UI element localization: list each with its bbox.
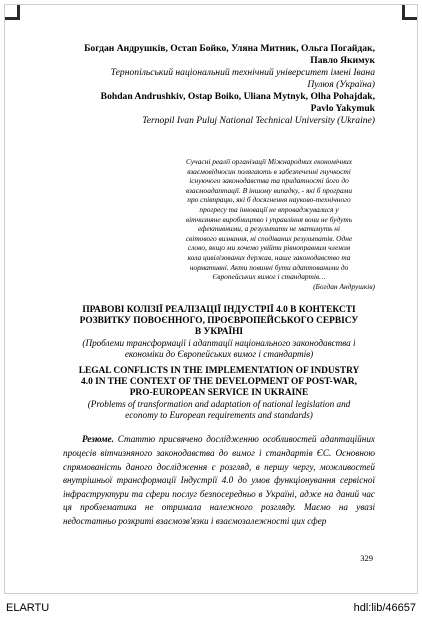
- article-title-ukrainian: ПРАВОВІ КОЛІЗІЇ РЕАЛІЗАЦІЇ ІНДУСТРІЇ 4.0 В КОНТЕКСТІ РОЗВИТКУ ПОВОЄННОГО, ПРОЄВРОПЕЙСЬКОГО СЕРВІСУ В УКРАЇНІ: [79, 305, 359, 338]
- affiliation-english: Ternopil Ivan Puluj National Technical University (Ukraine): [142, 115, 375, 126]
- page-number: 329: [360, 553, 373, 563]
- epigraph: Сучасні реалії організації Міжнародних економічних взаємовідносин полягають в забезпеченні гнучкості існуючого законодавства та придатності його до взаємоадаптації. В іншому випадку, - які б програми про співпрацю, які б досягнення науково-технічного прогресу та інновації не впроваджувалися у вітчизняне виробництво і управління вони не будуть ефективними, а результати не матимуть ні світового визнання, ні сподіваних результатів. Одне слово, якщо ми хочемо увійти рівноправним членом кола цивілізованих держав, наше законодавство та нормативні. Акти повинні бути адаптованими до Європейських вимог і стандартів… (Богдан Андрушків): [163, 157, 375, 291]
- document-page: [4, 4, 418, 594]
- repository-footer: [0, 598, 422, 620]
- epigraph-author: (Богдан Андрушків): [313, 281, 375, 291]
- footer-handle-link[interactable]: hdl:lib/46657: [353, 602, 416, 614]
- article-title-english: LEGAL CONFLICTS IN THE IMPLEMENTATION OF INDUSTRY 4.0 IN THE CONTEXT OF THE DEVELOPMENT OF POST-WAR, PRO-EUROPEAN SERVICE IN UKRAINE: [78, 366, 360, 399]
- article-subtitle-ukrainian: (Проблеми трансформації і адаптації національного законодавства і економіки до Європейських вимог і стандартів): [82, 338, 356, 360]
- authors-ukrainian: Богдан Андрушків, Остап Бойко, Уляна Митник, Ольга Погайдак, Павло Якимук: [84, 43, 375, 66]
- page-content: [63, 43, 375, 528]
- footer-repository-name: ELARTU: [6, 602, 50, 614]
- article-subtitle-english: (Problems of transformation and adaptation of national legislation and economy to European requirements and standards): [87, 399, 351, 421]
- abstract-text: Статтю присвячено дослідженню особливостей адаптаційних процесів вітчизняного законодавства до вимог і стандартів ЄС. Основною спрямованість даного дослідження є розгляд, в першу чергу, можливостей внутрішньої трансформації Індустрії 4.0 до умов функціонування сервісної інфраструктури та сфери послуг безпосередньо в Україні, адже на даний час ця проблематика не отримала належного розгляду. Маємо на увазі недостатньо розкриті взаємозв'язки і взаємозалежності цих сфер: [63, 434, 375, 526]
- abstract-paragraph: [63, 433, 375, 528]
- abstract-lead: Резюме.: [82, 434, 114, 445]
- crop-mark-top-right: [403, 5, 417, 19]
- crop-mark-top-left: [5, 5, 19, 19]
- authors-english: Bohdan Andrushkiv, Ostap Boiko, Uliana Mytnyk, Olha Pohajdak, Pavlo Yakymuk: [100, 91, 375, 114]
- affiliation-ukrainian: Тернопільський національний технічний університет імені Івана Пулюя (Україна): [110, 67, 375, 90]
